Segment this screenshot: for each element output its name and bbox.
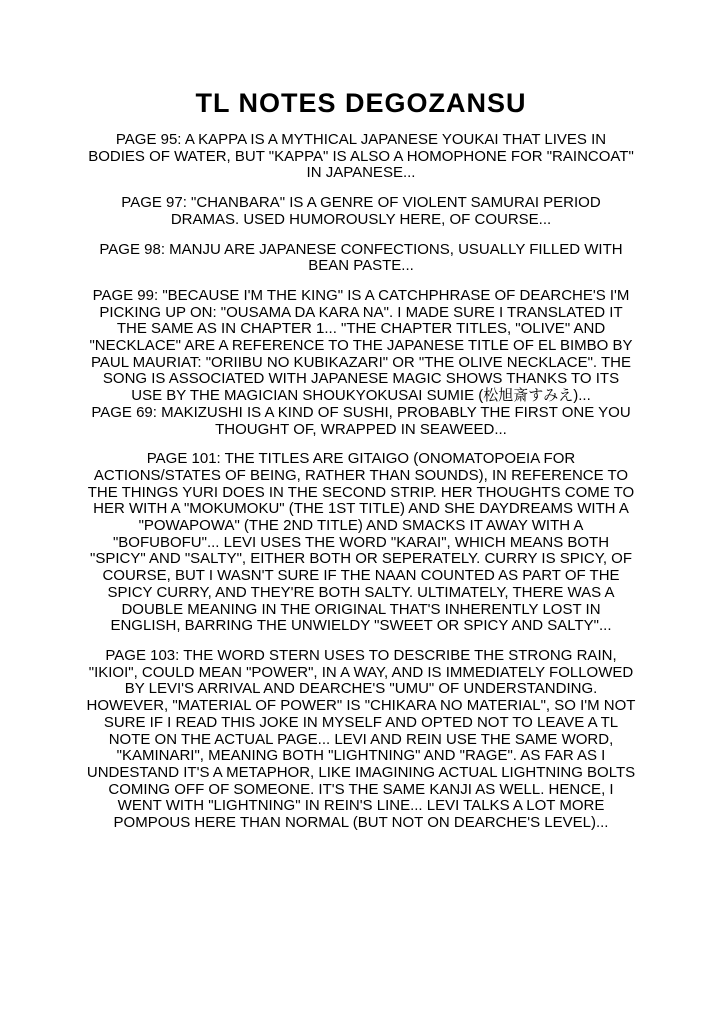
note-page-99: PAGE 99: "BECAUSE I'M THE KING" IS A CATCHPHRASE OF DEARCHE'S I'M PICKING UP ON: "OUSAMA DA KARA NA". I MADE SURE I TRANSLATED IT THE SAME AS IN CHAPTER 1... "THE CHAPTER TITLES, "OLIVE" AND "NECKLACE" ARE A REFERENCE TO THE JAPANESE TITLE OF EL BIMBO BY PAUL MAURIAT: "ORIIBU NO KUBIKAZARI" OR "THE OLIVE NECKLACE". THE SONG IS ASSOCIATED WITH JAPANESE MAGIC SHOWS THANKS TO ITS USE BY THE MAGICIAN SHOUKYOKUSAI SUMIE (松旭斎すみえ)... — [89, 286, 633, 405]
note-page-103: PAGE 103: THE WORD STERN USES TO DESCRIBE THE STRONG RAIN, "IKIOI", COULD MEAN "POWER", IN A WAY, AND IS IMMEDIATELY FOLLOWED BY LEVI'S ARRIVAL AND DEARCHE'S "UMU" OF UNDERSTANDING. HOWEVER, "MATERIAL OF POWER" IS "CHIKARA NO MATERIAL", SO I'M NOT SURE IF I READ THIS JOKE IN MYSELF AND OPTED NOT TO LEAVE A TL NOTE ON THE ACTUAL PAGE... LEVI AND REIN USE THE SAME WORD, "KAMINARI", MEANING BOTH "LIGHTNING" AND "RAGE". AS FAR AS I UNDESTAND IT'S A METAPHOR, LIKE IMAGINING ACTUAL LIGHTNING BOLTS COMING OFF OF SOMEONE. IT'S THE SAME KANJI AS WELL. HENCE, I WENT WITH "LIGHTNING" IN REIN'S LINE... LEVI TALKS A LOT MORE POMPOUS HERE THAN NORMAL (BUT NOT ON DEARCHE'S LEVEL)... — [86, 646, 636, 832]
note-page-98: PAGE 98: MANJU ARE JAPANESE CONFECTIONS, USUALLY FILLED WITH BEAN PASTE... — [99, 240, 623, 275]
note-page-101: PAGE 101: THE TITLES ARE GITAIGO (ONOMATOPOEIA FOR ACTIONS/STATES OF BEING, RATHER THAN SOUNDS), IN REFERENCE TO THE THINGS YURI DOES IN THE SECOND STRIP. HER THOUGHTS COME TO HER WITH A "MOKUMOKU" (THE 1ST TITLE) AND SHE DAYDREAMS WITH A "POWAPOWA" (THE 2ND TITLE) AND SMACKS IT AWAY WITH A "BOFUBOFU"... LEVI USES THE WORD "KARAI", WHICH MEANS BOTH "SPICY" AND "SALTY", EITHER BOTH OR SEPERATELY. CURRY IS SPICY, OF COURSE, BUT I WASN'T SURE IF THE NAAN COUNTED AS PART OF THE SPICY CURRY, AND THEY'RE BOTH SALTY. ULTIMATELY, THERE WAS A DOUBLE MEANING IN THE ORIGINAL THAT'S INHERENTLY LOST IN ENGLISH, BARRING THE UNWIELDY "SWEET OR SPICY AND SALTY"... — [87, 450, 635, 635]
note-page-95: PAGE 95: A KAPPA IS A MYTHICAL JAPANESE YOUKAI THAT LIVES IN BODIES OF WATER, BUT "KAPPA" IS ALSO A HOMOPHONE FOR "RAINCOAT" IN JAPANESE... — [88, 131, 634, 182]
note-page-69: PAGE 69: MAKIZUSHI IS A KIND OF SUSHI, PROBABLY THE FIRST ONE YOU THOUGHT OF, WRAPPED IN SEAWEED... — [91, 403, 631, 438]
note-page-97: PAGE 97: "CHANBARA" IS A GENRE OF VIOLENT SAMURAI PERIOD DRAMAS. USED HUMOROUSLY HERE, OF COURSE... — [121, 194, 601, 228]
page-title: TL NOTES DEGOZANSU — [195, 88, 527, 118]
notes-list — [86, 132, 636, 845]
